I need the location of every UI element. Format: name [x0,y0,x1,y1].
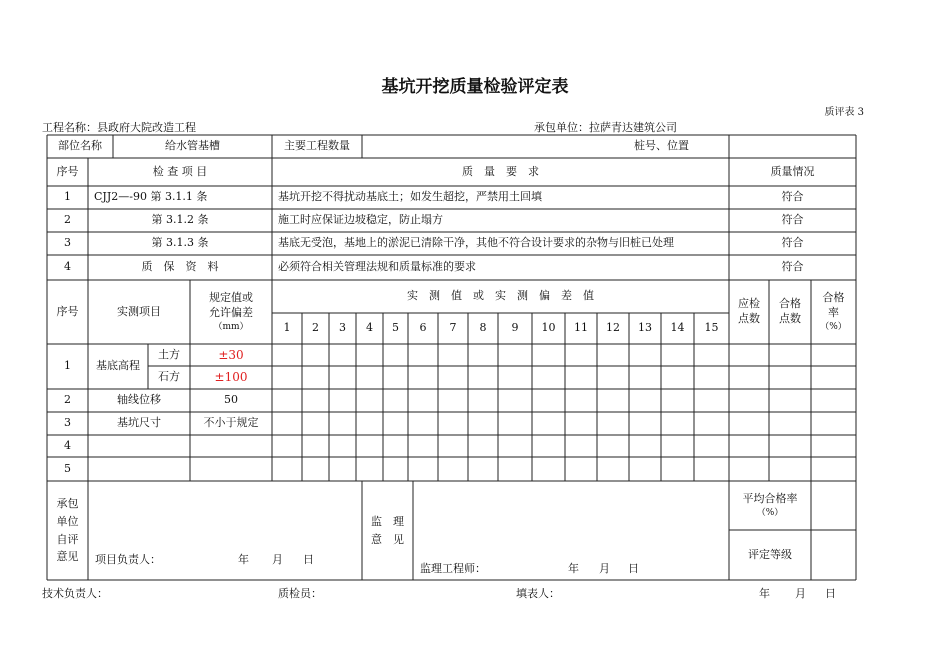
inspection-no-header: 序号 [56,164,79,178]
pass-rate-header [811,280,856,344]
column-number: 5 [392,321,399,335]
measure-row-item: 基坑尺寸 [117,416,161,430]
supervision-line2: 意 见 [371,532,404,546]
inspection-row-no: 1 [64,190,71,204]
inspection-row-no: 3 [64,236,71,250]
contractor-eval-label [47,481,88,580]
supervisor-label: 监理工程师： [420,562,486,575]
tolerance-earth: ±30 [218,347,244,362]
pm-date-day: 日 [303,553,314,566]
measure-row-no: 4 [64,438,71,452]
measure-row-tolerance: 不小于规定 [203,416,259,430]
project-name: 县政府大院改造工程 [97,121,196,134]
measure-row-item [88,435,190,457]
column-number: 10 [541,321,556,335]
sup-date-day: 日 [628,562,639,575]
column-number: 1 [283,321,291,335]
measure-no-header: 序号 [56,304,79,318]
grade-label: 评定等级 [748,547,792,561]
sup-date-month: 月 [599,562,610,575]
page-title: 基坑开挖质量检验评定表 [381,77,569,97]
tolerance-unit: （mm） [213,321,249,332]
quantity-value [362,135,562,158]
inspection-row-requirement: 基坑开挖不得扰动基底土；如发生超挖，严禁用土回填 [278,190,542,204]
column-number: 4 [366,321,373,335]
contractor-eval-line: 承包 [56,497,79,511]
inspection-row-status: 符合 [781,236,804,250]
contractor-eval-line: 意见 [56,550,79,564]
column-number: 15 [704,321,719,335]
measure-item-header: 实测项目 [117,304,161,318]
requirement-header: 质 量 要 求 [462,164,539,178]
filler-label: 填表人： [516,587,560,600]
column-number: 9 [511,321,519,335]
sign-month: 月 [795,587,806,600]
measure-row-item: 轴线位移 [117,393,161,407]
tech-lead-label: 技术负责人： [42,587,108,600]
inspection-row-item: 质 保 资 料 [141,260,219,274]
avg-rate-line1: 平均合格率 [742,492,798,505]
measure-row-item [88,457,190,481]
measure-row-no: 1 [64,359,71,373]
pm-date-month: 月 [272,553,283,566]
pass-points-line2: 点数 [779,312,801,325]
inspection-row-status: 符合 [781,190,804,204]
sup-date-year: 年 [568,562,579,575]
tolerance-line1: 规定值或 [209,291,253,305]
contractor-label: 承包单位： [534,121,589,134]
pass-points-line1: 合格 [779,297,801,311]
column-number: 6 [419,321,427,335]
measure-row-no: 5 [64,461,71,475]
sign-year: 年 [759,587,770,600]
inspection-row-status: 符合 [781,213,804,227]
inspection-row-item: 第 3.1.3 条 [151,236,209,250]
measure-row-tolerance: 50 [224,393,238,407]
inspection-row-status: 符合 [781,260,804,274]
rate-unit: （%） [820,321,847,332]
pass-points-header [769,280,811,344]
project-manager-label: 项目负责人： [95,553,161,566]
inspector-label: 质检员： [278,587,322,600]
measure-row-tolerance [190,457,272,481]
column-number: 2 [312,321,319,335]
tolerance-header [190,280,272,344]
inspection-row-requirement: 必须符合相关管理法规和质量标准的要求 [278,260,476,274]
sub-item-rock: 石方 [158,370,180,384]
column-number: 11 [574,321,588,335]
sub-item-earth: 土方 [158,347,180,361]
points-line2: 点数 [738,312,760,325]
column-number: 12 [606,321,620,335]
inspection-row-item: CJJ2—-90 第 3.1.1 条 [94,190,208,204]
column-number: 8 [479,321,487,335]
supervision-line1: 监 理 [371,514,404,528]
part-value: 给水管基槽 [165,139,220,153]
inspection-item-header: 检 查 项 目 [152,164,208,178]
measure-row-no: 3 [64,416,71,430]
inspection-row-item: 第 3.1.2 条 [151,213,209,227]
inspection-row-requirement: 基底无受泡，基地上的淤泥已清除干净，其他不符合设计要求的杂物与旧桩已处理 [278,236,674,250]
measure-row-tolerance [190,435,272,457]
sign-day: 日 [825,587,836,600]
project-label: 工程名称： [42,121,97,134]
inspection-row-requirement: 施工时应保证边坡稳定，防止塌方 [278,213,443,227]
contractor-name: 拉萨青达建筑公司 [589,121,677,134]
points-line1: 应检 [738,297,760,311]
column-number: 3 [339,321,346,335]
contractor-eval-line: 自评 [56,532,79,546]
inspection-row-no: 2 [64,213,71,227]
values-header: 实 测 值 或 实 测 偏 差 值 [407,289,594,303]
column-number: 14 [670,321,685,335]
inspection-row-no: 4 [64,260,71,274]
pm-date-year: 年 [238,553,249,566]
measure-row-item: 基底高程 [96,359,140,373]
contractor-eval-line: 单位 [56,514,79,528]
form-code: 质评表 3 [824,107,864,118]
supervision-label [362,481,413,580]
part-label: 部位名称 [58,139,102,153]
pile-label: 桩号、位置 [634,139,689,153]
tolerance-line2: 允许偏差 [209,305,253,319]
column-number: 13 [638,321,652,335]
status-header: 质量情况 [770,164,815,178]
rate-line2: 率 [828,305,839,319]
measure-row-no: 2 [64,393,71,407]
column-number: 7 [449,321,457,335]
tolerance-rock: ±100 [214,370,248,385]
quantity-label: 主要工程数量 [284,139,350,153]
rate-line1: 合格 [822,291,845,305]
avg-rate-label [729,481,811,530]
pile-value [729,135,856,158]
points-header [729,280,769,344]
avg-rate-unit: （%） [756,507,784,518]
